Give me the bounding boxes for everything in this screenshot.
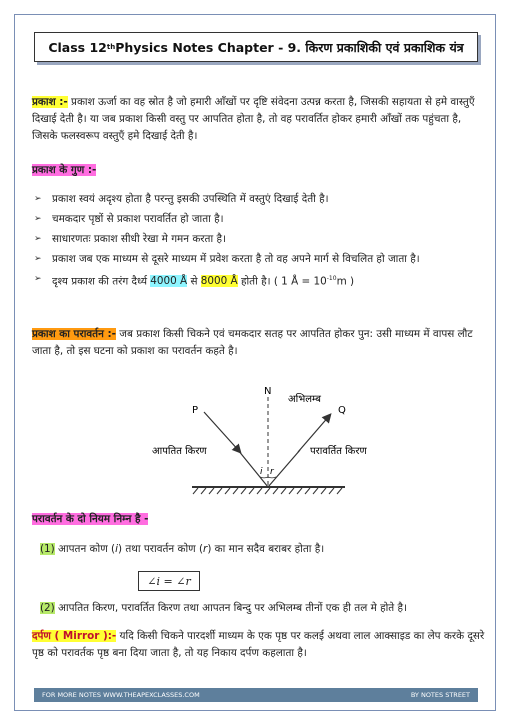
laws-heading — [32, 511, 487, 528]
law1-text-a: आपतन कोण ( — [54, 543, 116, 555]
wavelength-mid: से — [187, 275, 201, 288]
footer-bar — [34, 688, 478, 702]
law-2 — [40, 600, 495, 617]
label-r: r — [270, 467, 274, 477]
label-q: Q — [338, 405, 346, 416]
arrow-bullet-icon: ➢ — [34, 194, 42, 204]
arrow-bullet-icon: ➢ — [34, 214, 42, 224]
intro-label: प्रकाश :- — [32, 96, 68, 108]
label-reflected: परावर्तित किरण — [310, 446, 367, 457]
label-incident: आपतित किरण — [152, 446, 207, 457]
property-text: प्रकाश स्वयं अदृश्य होता है परन्तु इसकी उपस्थिति में वस्तुएं दिखाई देती है। — [52, 193, 329, 205]
incident-ray — [204, 412, 240, 452]
angle-i-arc — [260, 477, 268, 478]
equation-box — [138, 571, 200, 591]
law1-text-b: ) तथा परावर्तन कोण ( — [117, 543, 204, 555]
intro-text: प्रकाश ऊर्जा का वह स्रोत है जो हमारी आँखों पर दृष्टि संवेदना उत्पन्न करता है, जिसकी सहायता से हमे वास्तुएँ दिखाई देती है। या जब प्रकाश किसी वस्तु पर आपतित होता है, तो वह परावर्तित होकर हमारी आँखों तक पहुंचता है, जिसके फलस्वरूप वस्तुएँ हमे दिखाई देती है। — [32, 96, 475, 142]
equation-text: ∠i = ∠r — [147, 574, 191, 588]
law1-number: (1) — [40, 543, 55, 555]
wavelength-exp: -10 — [326, 275, 337, 282]
wavelength-min: 4000 Å — [150, 275, 188, 288]
title-sup: th — [106, 43, 116, 51]
title-rest: Physics Notes Chapter - 9. किरण प्रकाशिकी एवं प्रकाशिक यंत्र — [115, 39, 464, 55]
arrow-bullet-icon: ➢ — [34, 274, 42, 284]
mirror-label: दर्पण ( Mirror ):- — [32, 630, 117, 642]
mirror-hatching — [193, 488, 342, 494]
property-text: प्रकाश जब एक माध्यम से दूसरे माध्यम में प्रवेश करता है तो वह अपने मार्ग से विचलित हो जाता है। — [52, 253, 420, 265]
label-n: N — [264, 386, 272, 397]
angle-r-arc — [268, 477, 276, 478]
law1-text-c: ) का मान सदैव बराबर होता है। — [207, 543, 325, 555]
property-text: चमकदार पृष्ठों से प्रकाश परावर्तित हो जाता है। — [52, 213, 224, 225]
label-p: P — [192, 405, 199, 416]
incident-ray-lower — [238, 450, 268, 487]
reflection-label: प्रकाश का परावर्तन :- — [32, 328, 116, 340]
mirror-text: यदि किसी चिकने पारदर्शी माध्यम के एक पृष्ठ पर कलई अथवा लाल आक्साइड का लेप करके दूसरे पृष्ठ को परावर्तक पृष्ठ बना दिया जाता है, तो यह निकाय दर्पण कहलाता है। — [32, 630, 485, 659]
label-i: i — [260, 467, 263, 477]
mirror-paragraph — [32, 628, 487, 662]
wavelength-pre: दृश्य प्रकाश की तरंग दैर्ध्य — [52, 275, 151, 288]
footer-credit: BY NOTES STREET — [410, 691, 470, 699]
property-text: साधारणतः प्रकाश सीधी रेखा मे गमन करता है। — [52, 233, 226, 245]
label-normal: अभिलम्ब — [288, 394, 321, 405]
law-1 — [40, 541, 495, 558]
properties-heading-label: प्रकाश के गुण :- — [32, 164, 97, 176]
law2-text: आपतित किरण, परावर्तित किरण तथा आपतन बिन्दु पर अभिलम्ब तीनों एक ही तल मे होते है। — [54, 602, 407, 614]
wavelength-unit: m ) — [336, 275, 355, 288]
law2-number: (2) — [40, 602, 55, 614]
laws-heading-label: परावर्तन के दो नियम निम्न है - — [32, 513, 149, 525]
wavelength-post: होती है। ( 1 Å = 10 — [237, 275, 327, 288]
law1-r: r — [203, 543, 208, 555]
wavelength-max: 8000 Å — [200, 275, 238, 288]
title-prefix: Class 12 — [48, 39, 107, 55]
law1-i: i — [115, 543, 118, 555]
reflection-text: जब प्रकाश किसी चिकने एवं चमकदार सतह पर आपतित होकर पुन: उसी माध्यम में वापस लौट जाता है, तो इस घटना को प्रकाश का परावर्तन कहते है। — [32, 328, 473, 357]
arrow-bullet-icon: ➢ — [34, 254, 42, 264]
arrow-bullet-icon: ➢ — [34, 234, 42, 244]
footer-website[interactable]: FOR MORE NOTES WWW.THEAPEXCLASSES.COM — [42, 691, 200, 699]
